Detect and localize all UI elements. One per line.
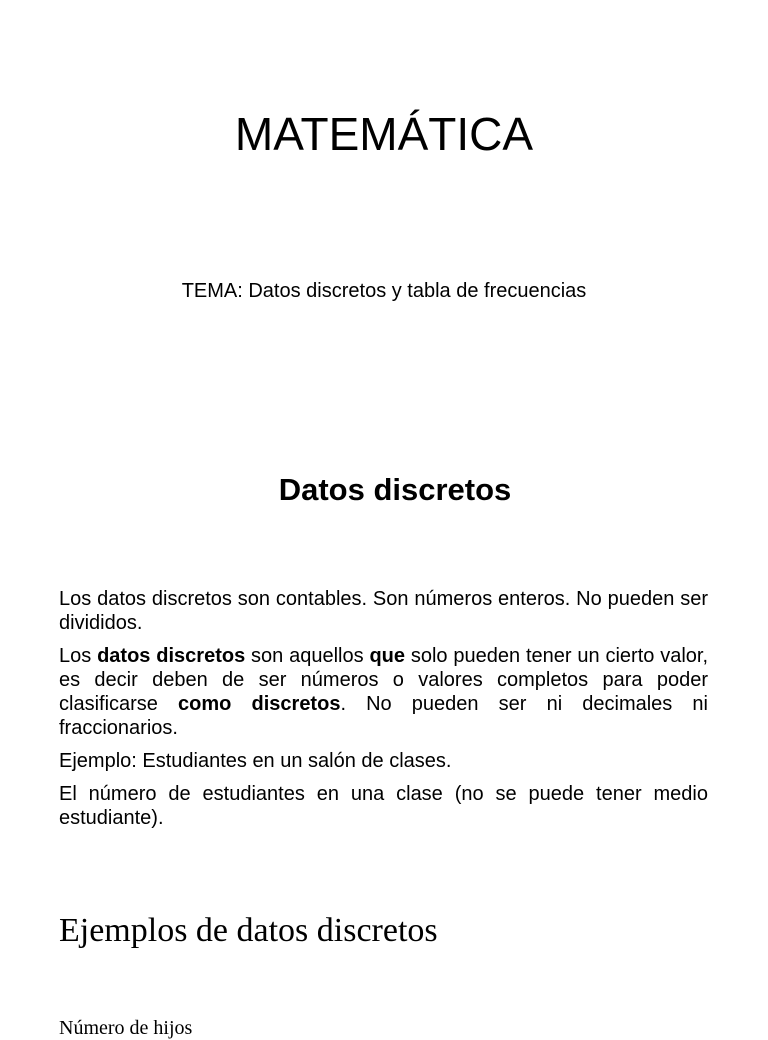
cut-off-line: Número de hijos: [59, 1017, 193, 1039]
paragraph-example-detail: El número de estudiantes en una clase (no se puede tener medio estudiante).: [59, 783, 708, 829]
paragraph-text: son aquellos: [245, 645, 370, 667]
paragraph-text: Los: [59, 645, 98, 667]
document-subtitle: TEMA: Datos discretos y tabla de frecuencias: [181, 280, 587, 302]
section-heading: Datos discretos: [278, 472, 512, 507]
bold-term: que: [369, 645, 406, 667]
paragraph-explanation: [59, 644, 708, 740]
paragraph-text: . No pueden ser ni decimales ni fraccionarios.: [59, 693, 708, 739]
bold-term: como discretos: [178, 693, 341, 715]
body-text: [59, 587, 708, 839]
examples-heading: Ejemplos de datos discretos: [59, 912, 438, 949]
document-title: MATEMÁTICA: [234, 108, 534, 160]
bold-term: datos discretos: [97, 645, 246, 667]
paragraph-example: Ejemplo: Estudiantes en un salón de clases.: [59, 750, 452, 772]
paragraph-definition: Los datos discretos son contables. Son números enteros. No pueden ser divididos.: [59, 588, 708, 634]
paragraph-text: solo pueden tener un cierto valor, es decir deben de ser números o valores completos para poder clasificarse: [59, 645, 709, 715]
